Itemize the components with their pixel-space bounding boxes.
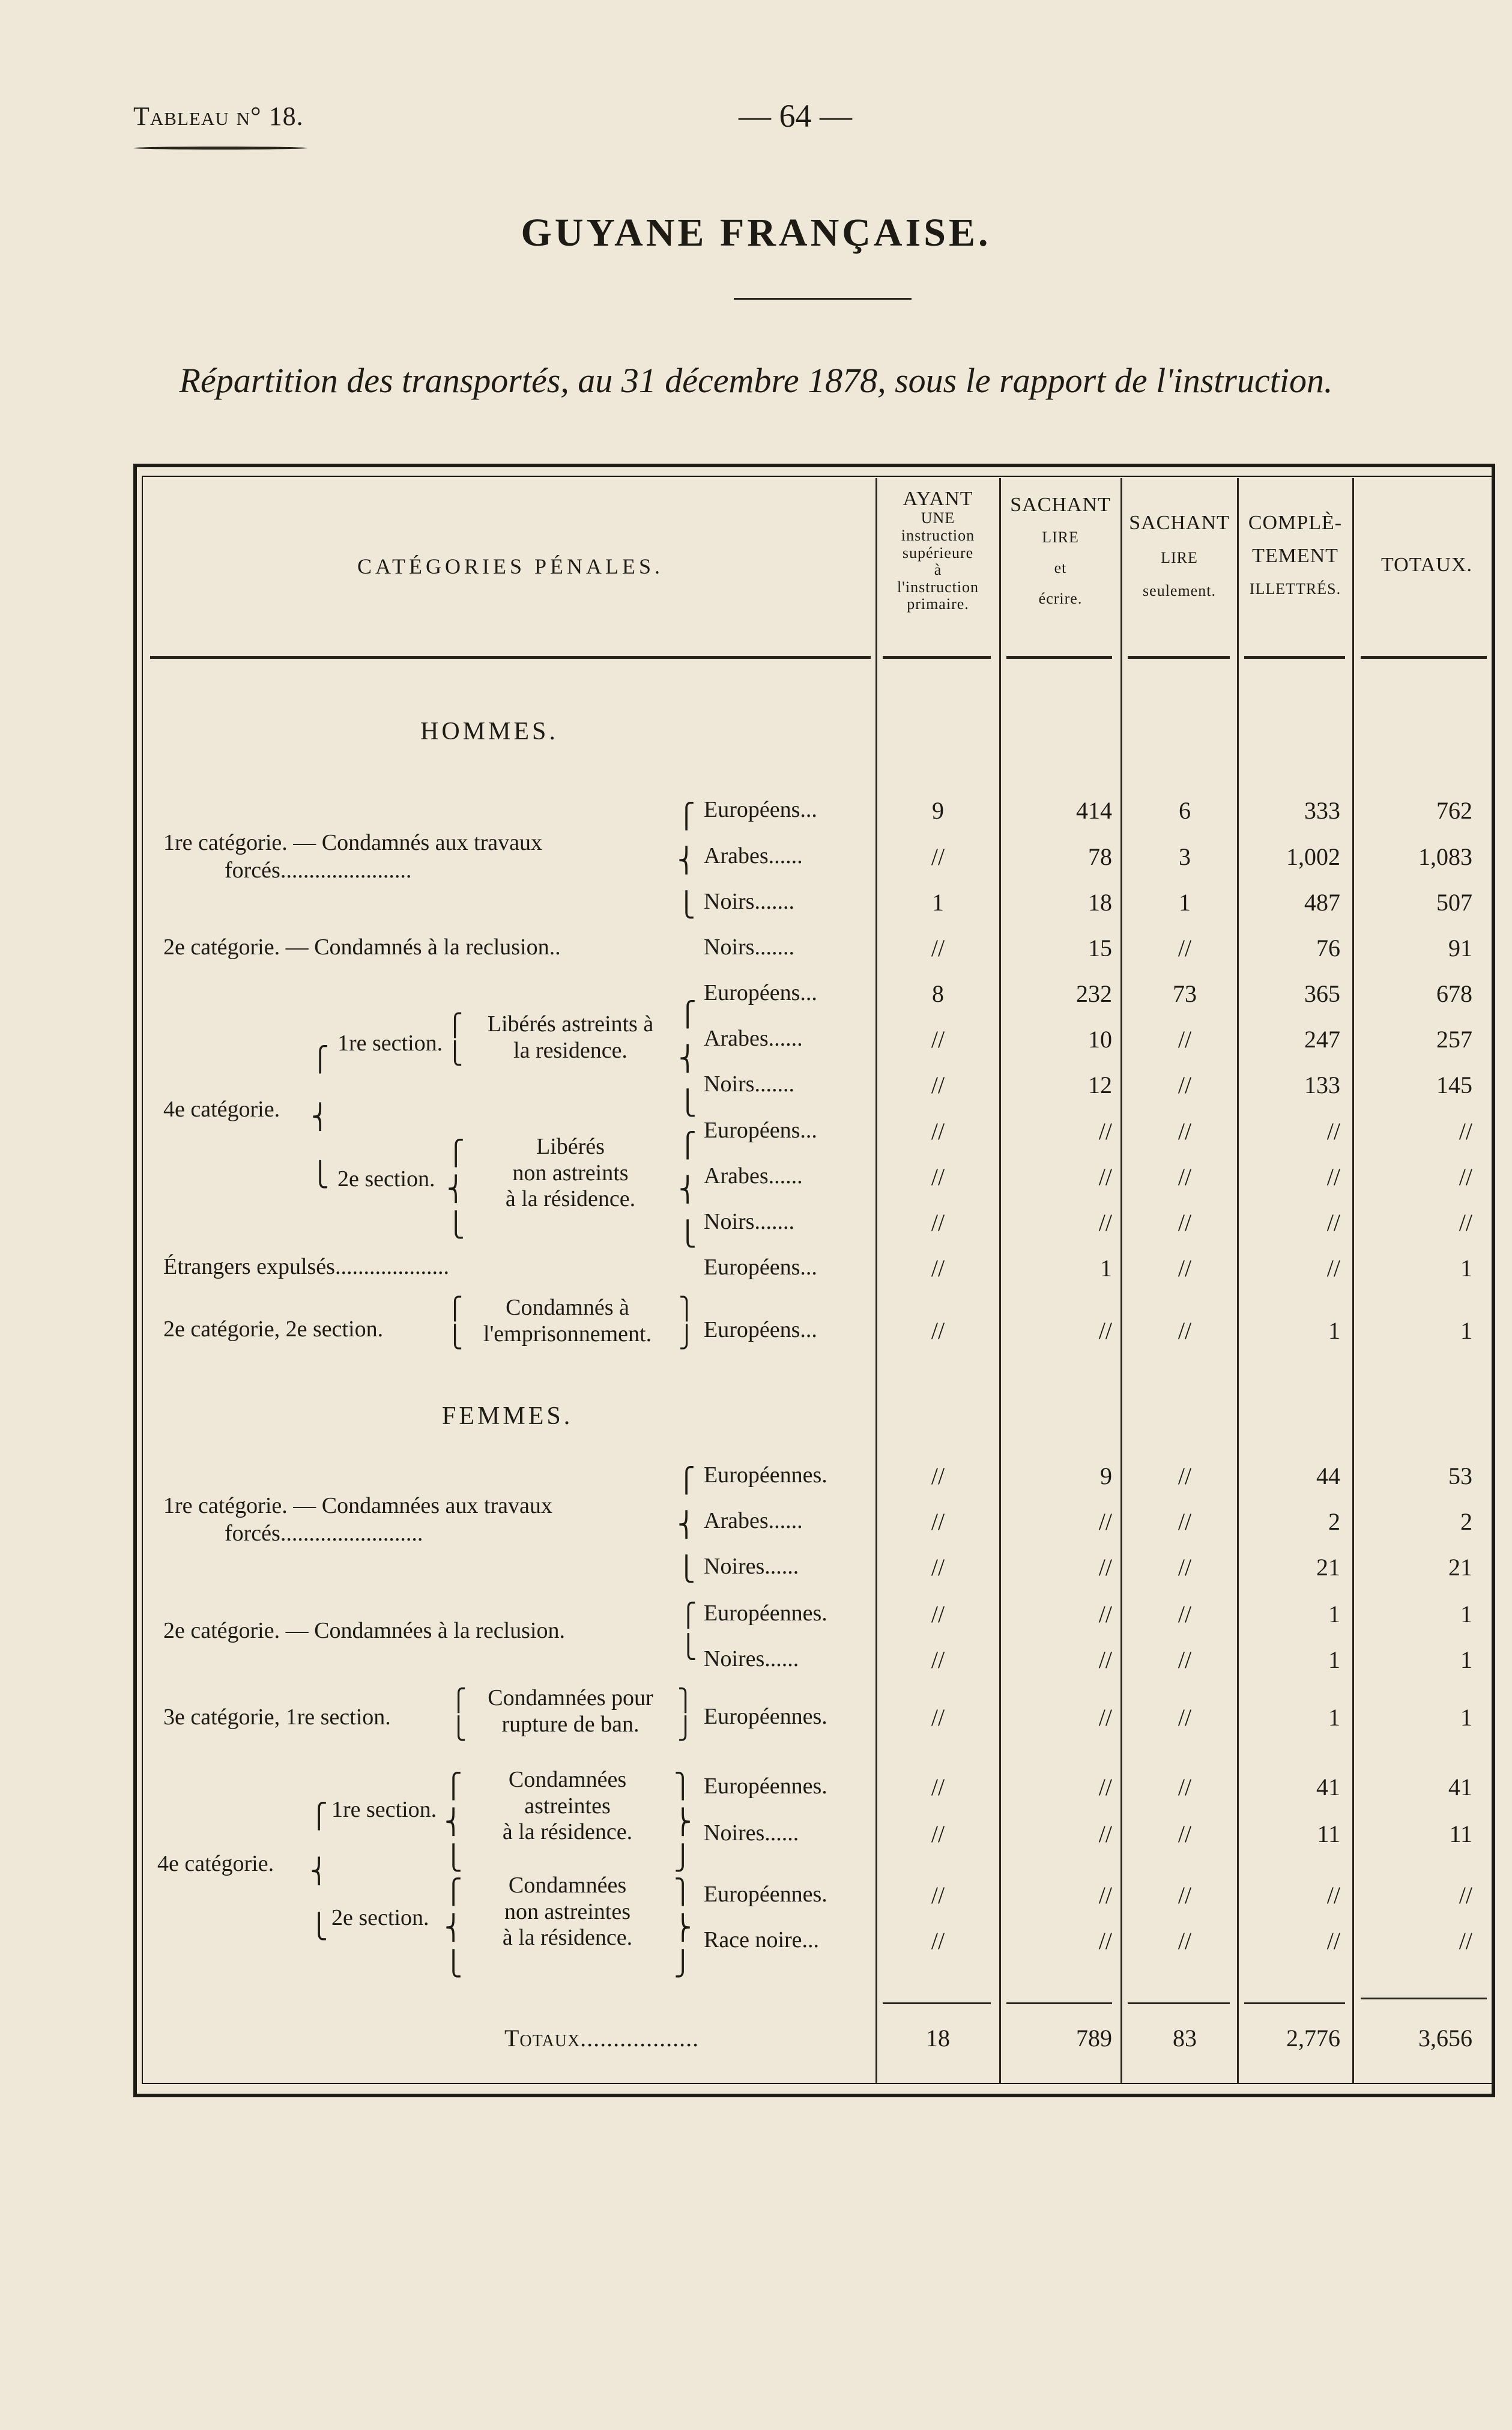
table-cell: // <box>1459 1118 1472 1145</box>
table-cell: 1 <box>1460 1704 1472 1731</box>
table-cell: 1 <box>1460 1317 1472 1344</box>
total-c5: 3,656 <box>1418 2025 1472 2052</box>
race-label: Noirs....... <box>704 1071 794 1097</box>
table-cell: 1 <box>1328 1704 1340 1731</box>
row-label: Libérés non astreints à la résidence. <box>505 1134 636 1212</box>
brace: ⎧ ⎨ ⎩ <box>679 1132 697 1247</box>
table-cell: 21 <box>1448 1554 1472 1581</box>
table-cell: // <box>931 1163 945 1190</box>
brace: ⎧ ⎨ ⎩ <box>677 802 695 918</box>
table-cell: 11 <box>1317 1820 1340 1847</box>
table-cell: // <box>1178 1163 1192 1190</box>
table-cell: // <box>1326 1927 1340 1954</box>
table-cell: // <box>1098 1927 1112 1954</box>
table-cell: 44 <box>1316 1462 1340 1489</box>
race-label: Noires...... <box>704 1820 799 1846</box>
row-label: 2e catégorie, 2e section. <box>163 1317 384 1342</box>
page-subtitle: Répartition des transportés, au 31 décembre 1878, sous le rapport de l'instruction. <box>179 361 1333 400</box>
table-cell: // <box>931 1462 945 1489</box>
table-cell: // <box>931 1209 945 1236</box>
race-label: Européennes. <box>704 1882 827 1907</box>
brace: ⎧ ⎨ ⎩ <box>447 1139 465 1238</box>
table-cell: // <box>1178 1508 1192 1535</box>
table-cell: // <box>1178 1026 1192 1053</box>
table-cell: // <box>1178 1927 1192 1954</box>
sum-rule <box>883 2002 991 2004</box>
table-cell: 507 <box>1436 889 1472 916</box>
table-cell: // <box>931 935 945 962</box>
row-label: forcés......................... <box>225 1521 423 1546</box>
table-cell: // <box>1459 1209 1472 1236</box>
table-cell: 1 <box>932 889 944 916</box>
table-cell: // <box>1098 1774 1112 1801</box>
brace: ⎧ ⎨ ⎩ <box>679 1001 697 1117</box>
brace: ⎧ ⎨ ⎩ <box>444 1772 462 1871</box>
page-number: — 64 — <box>739 98 852 134</box>
section-title-hommes: HOMMES. <box>420 718 558 745</box>
header-rule <box>1244 656 1345 659</box>
table-cell: // <box>1178 935 1192 962</box>
brace: ⎧ ⎩ <box>447 1013 463 1065</box>
column-header-c4: COMPLÈ- TEMENT ILLETTRÉS. <box>1248 512 1343 598</box>
table-cell: // <box>1178 1774 1192 1801</box>
total-c3: 83 <box>1173 2025 1197 2052</box>
table-cell: 762 <box>1436 797 1472 824</box>
table-cell: 41 <box>1316 1774 1340 1801</box>
table-cell: // <box>931 1820 945 1847</box>
table-cell: // <box>931 1927 945 1954</box>
header-rule <box>1128 656 1230 659</box>
row-label: 2e catégorie. — Condamnés à la reclusion.. <box>163 935 561 960</box>
table-cell: // <box>1178 1554 1192 1581</box>
table-cell: 1 <box>1179 889 1191 916</box>
race-label: Race noire... <box>704 1927 820 1953</box>
header-rule <box>150 656 871 659</box>
title-rule <box>734 298 912 300</box>
table-cell: // <box>1178 1601 1192 1628</box>
table-cell: 9 <box>1100 1462 1112 1489</box>
table-cell: // <box>931 1118 945 1145</box>
race-label: Noirs....... <box>704 935 794 960</box>
row-label: Condamnées non astreintes à la résidence. <box>502 1873 633 1951</box>
row-label: 1re section. <box>331 1797 437 1822</box>
table-cell: // <box>931 1882 945 1909</box>
table-cell: 365 <box>1304 980 1340 1007</box>
row-label: 2e section. <box>331 1905 429 1930</box>
table-cell: 18 <box>1088 889 1112 916</box>
total-c4: 2,776 <box>1286 2025 1340 2052</box>
race-label: Arabes...... <box>704 1026 803 1051</box>
table-cell: 91 <box>1448 935 1472 962</box>
column-header-c2: SACHANT LIRE et écrire. <box>1010 494 1111 607</box>
table-cell: 1 <box>1100 1255 1112 1282</box>
table-cell: // <box>1178 1255 1192 1282</box>
race-label: Noirs....... <box>704 1209 794 1234</box>
table-cell: 487 <box>1304 889 1340 916</box>
race-label: Européens... <box>704 797 817 822</box>
table-cell: // <box>931 1704 945 1731</box>
table-cell: 11 <box>1449 1820 1472 1847</box>
row-label: Condamnées astreintes à la résidence. <box>502 1767 633 1845</box>
brace: ⎫ ⎬ ⎭ <box>674 1772 692 1871</box>
row-label: 1re section. <box>337 1031 443 1056</box>
total-c2: 789 <box>1076 2025 1112 2052</box>
table-cell: 145 <box>1436 1071 1472 1098</box>
race-label: Noires...... <box>704 1554 799 1579</box>
row-label: 4e catégorie. <box>157 1851 274 1876</box>
race-label: Arabes...... <box>704 1508 803 1533</box>
table-cell: // <box>931 1508 945 1535</box>
table-cell: 1 <box>1328 1646 1340 1673</box>
table-cell: 133 <box>1304 1071 1340 1098</box>
sum-rule <box>1361 1998 1487 1999</box>
row-label: Condamnés à l'emprisonnement. <box>483 1295 652 1347</box>
race-label: Européens... <box>704 1317 817 1342</box>
table-cell: 257 <box>1436 1026 1472 1053</box>
table-cell: 9 <box>932 797 944 824</box>
table-cell: // <box>1098 1163 1112 1190</box>
column-header-categories: CATÉGORIES PÉNALES. <box>357 554 664 578</box>
table-cell: // <box>931 1601 945 1628</box>
table-cell: 15 <box>1088 935 1112 962</box>
brace: ⎫ ⎭ <box>679 1297 695 1349</box>
page-title: GUYANE FRANÇAISE. <box>521 211 991 255</box>
table-cell: // <box>1178 1704 1192 1731</box>
table-cell: 1 <box>1328 1601 1340 1628</box>
table-cell: 12 <box>1088 1071 1112 1098</box>
row-label: 2e section. <box>337 1166 435 1192</box>
race-label: Européennes. <box>704 1601 827 1626</box>
column-header-c3: SACHANT LIRE seulement. <box>1129 512 1230 599</box>
table-cell: // <box>931 843 945 870</box>
column-rule <box>1120 478 1122 2084</box>
table-cell: // <box>931 1026 945 1053</box>
table-cell: 2 <box>1328 1508 1340 1535</box>
column-rule <box>999 478 1001 2084</box>
table-cell: // <box>1326 1209 1340 1236</box>
table-cell: // <box>1326 1255 1340 1282</box>
table-cell: // <box>1178 1118 1192 1145</box>
table-cell: // <box>1178 1071 1192 1098</box>
race-label: Européennes. <box>704 1774 827 1799</box>
column-rule <box>875 478 877 2084</box>
table-cell: // <box>1459 1927 1472 1954</box>
table-cell: // <box>931 1554 945 1581</box>
header-rule <box>1006 656 1112 659</box>
table-cell: // <box>1098 1646 1112 1673</box>
table-cell: // <box>1178 1209 1192 1236</box>
table-cell: // <box>1098 1554 1112 1581</box>
race-label: Arabes...... <box>704 1163 803 1189</box>
table-cell: // <box>1098 1882 1112 1909</box>
decorative-swash <box>133 147 307 150</box>
table-cell: // <box>1326 1163 1340 1190</box>
row-label: 4e catégorie. <box>163 1097 280 1122</box>
race-label: Européennes. <box>704 1704 827 1729</box>
table-cell: // <box>1098 1704 1112 1731</box>
race-label: Européens... <box>704 1255 817 1280</box>
table-cell: 21 <box>1316 1554 1340 1581</box>
table-cell: 1,002 <box>1286 843 1340 870</box>
table-cell: 414 <box>1076 797 1112 824</box>
race-label: Européennes. <box>704 1462 827 1488</box>
row-label: Étrangers expulsés.................... <box>163 1254 449 1279</box>
table-cell: 6 <box>1179 797 1191 824</box>
brace: ⎧ ⎨ ⎩ <box>677 1467 695 1583</box>
table-cell: 1 <box>1460 1255 1472 1282</box>
table-cell: // <box>1178 1882 1192 1909</box>
sum-rule <box>1128 2002 1230 2004</box>
table-cell: 1 <box>1460 1646 1472 1673</box>
brace: ⎧ ⎨ ⎩ <box>310 1802 328 1940</box>
table-reference: Tableau n° 18. <box>133 102 304 131</box>
table-cell: 76 <box>1316 935 1340 962</box>
table-cell: // <box>1098 1118 1112 1145</box>
race-label: Arabes...... <box>704 843 803 868</box>
table-cell: // <box>931 1317 945 1344</box>
table-cell: 41 <box>1448 1774 1472 1801</box>
race-label: Européens... <box>704 1118 817 1143</box>
row-label: forcés....................... <box>225 858 412 883</box>
table-cell: // <box>1326 1882 1340 1909</box>
brace: ⎫ ⎬ ⎭ <box>674 1878 692 1977</box>
table-cell: // <box>1459 1882 1472 1909</box>
table-cell: 8 <box>932 980 944 1007</box>
table-cell: 2 <box>1460 1508 1472 1535</box>
table-cell: 232 <box>1076 980 1112 1007</box>
table-cell: 1 <box>1460 1601 1472 1628</box>
column-header-c1: AYANT UNE instruction supérieure à l'instruction primaire. <box>897 488 979 613</box>
table-cell: // <box>1178 1646 1192 1673</box>
row-label: 3e catégorie, 1re section. <box>163 1704 391 1730</box>
row-label: Condamnées pour rupture de ban. <box>488 1685 653 1737</box>
table-cell: // <box>931 1071 945 1098</box>
table-cell: // <box>1098 1317 1112 1344</box>
brace: ⎫ ⎭ <box>677 1688 694 1741</box>
table-cell: // <box>931 1646 945 1673</box>
row-label: 1re catégorie. — Condamnés aux travaux <box>163 830 542 855</box>
table-cell: 1 <box>1328 1317 1340 1344</box>
table-cell: 247 <box>1304 1026 1340 1053</box>
table-cell: // <box>1178 1462 1192 1489</box>
total-c1: 18 <box>926 2025 950 2052</box>
table-cell: 53 <box>1448 1462 1472 1489</box>
race-label: Noirs....... <box>704 889 794 914</box>
table-cell: // <box>1098 1508 1112 1535</box>
header-rule <box>1361 656 1487 659</box>
table-cell: 3 <box>1179 843 1191 870</box>
table-cell: 73 <box>1173 980 1197 1007</box>
totals-label: Totaux.................. <box>504 2025 700 2052</box>
table-cell: 333 <box>1304 797 1340 824</box>
table-cell: 678 <box>1436 980 1472 1007</box>
table-cell: 10 <box>1088 1026 1112 1053</box>
row-label: Libérés astreints à la residence. <box>487 1011 654 1063</box>
brace: ⎧ ⎩ <box>680 1603 697 1661</box>
table-cell: 78 <box>1088 843 1112 870</box>
column-rule <box>1352 478 1354 2084</box>
brace: ⎧ ⎨ ⎩ <box>311 1046 329 1188</box>
brace: ⎧ ⎨ ⎩ <box>444 1878 462 1977</box>
brace: ⎧ ⎩ <box>447 1297 463 1349</box>
column-header-totals: TOTAUX. <box>1381 554 1472 576</box>
table-cell: // <box>1098 1601 1112 1628</box>
table-cell: // <box>1178 1317 1192 1344</box>
row-label: 2e catégorie. — Condamnées à la reclusion. <box>163 1618 565 1643</box>
sum-rule <box>1006 2002 1112 2004</box>
table-cell: // <box>1098 1209 1112 1236</box>
table-cell: 1,083 <box>1418 843 1472 870</box>
race-label: Européens... <box>704 980 817 1005</box>
row-label: 1re catégorie. — Condamnées aux travaux <box>163 1493 552 1518</box>
table-cell: // <box>931 1774 945 1801</box>
table-cell: // <box>1098 1820 1112 1847</box>
race-label: Noires...... <box>704 1646 799 1671</box>
sum-rule <box>1244 2002 1345 2004</box>
table-cell: // <box>931 1255 945 1282</box>
table-cell: // <box>1459 1163 1472 1190</box>
brace: ⎧ ⎩ <box>450 1688 467 1741</box>
table-cell: // <box>1326 1118 1340 1145</box>
section-title-femmes: FEMMES. <box>442 1402 573 1430</box>
table-cell: // <box>1178 1820 1192 1847</box>
header-rule <box>883 656 991 659</box>
